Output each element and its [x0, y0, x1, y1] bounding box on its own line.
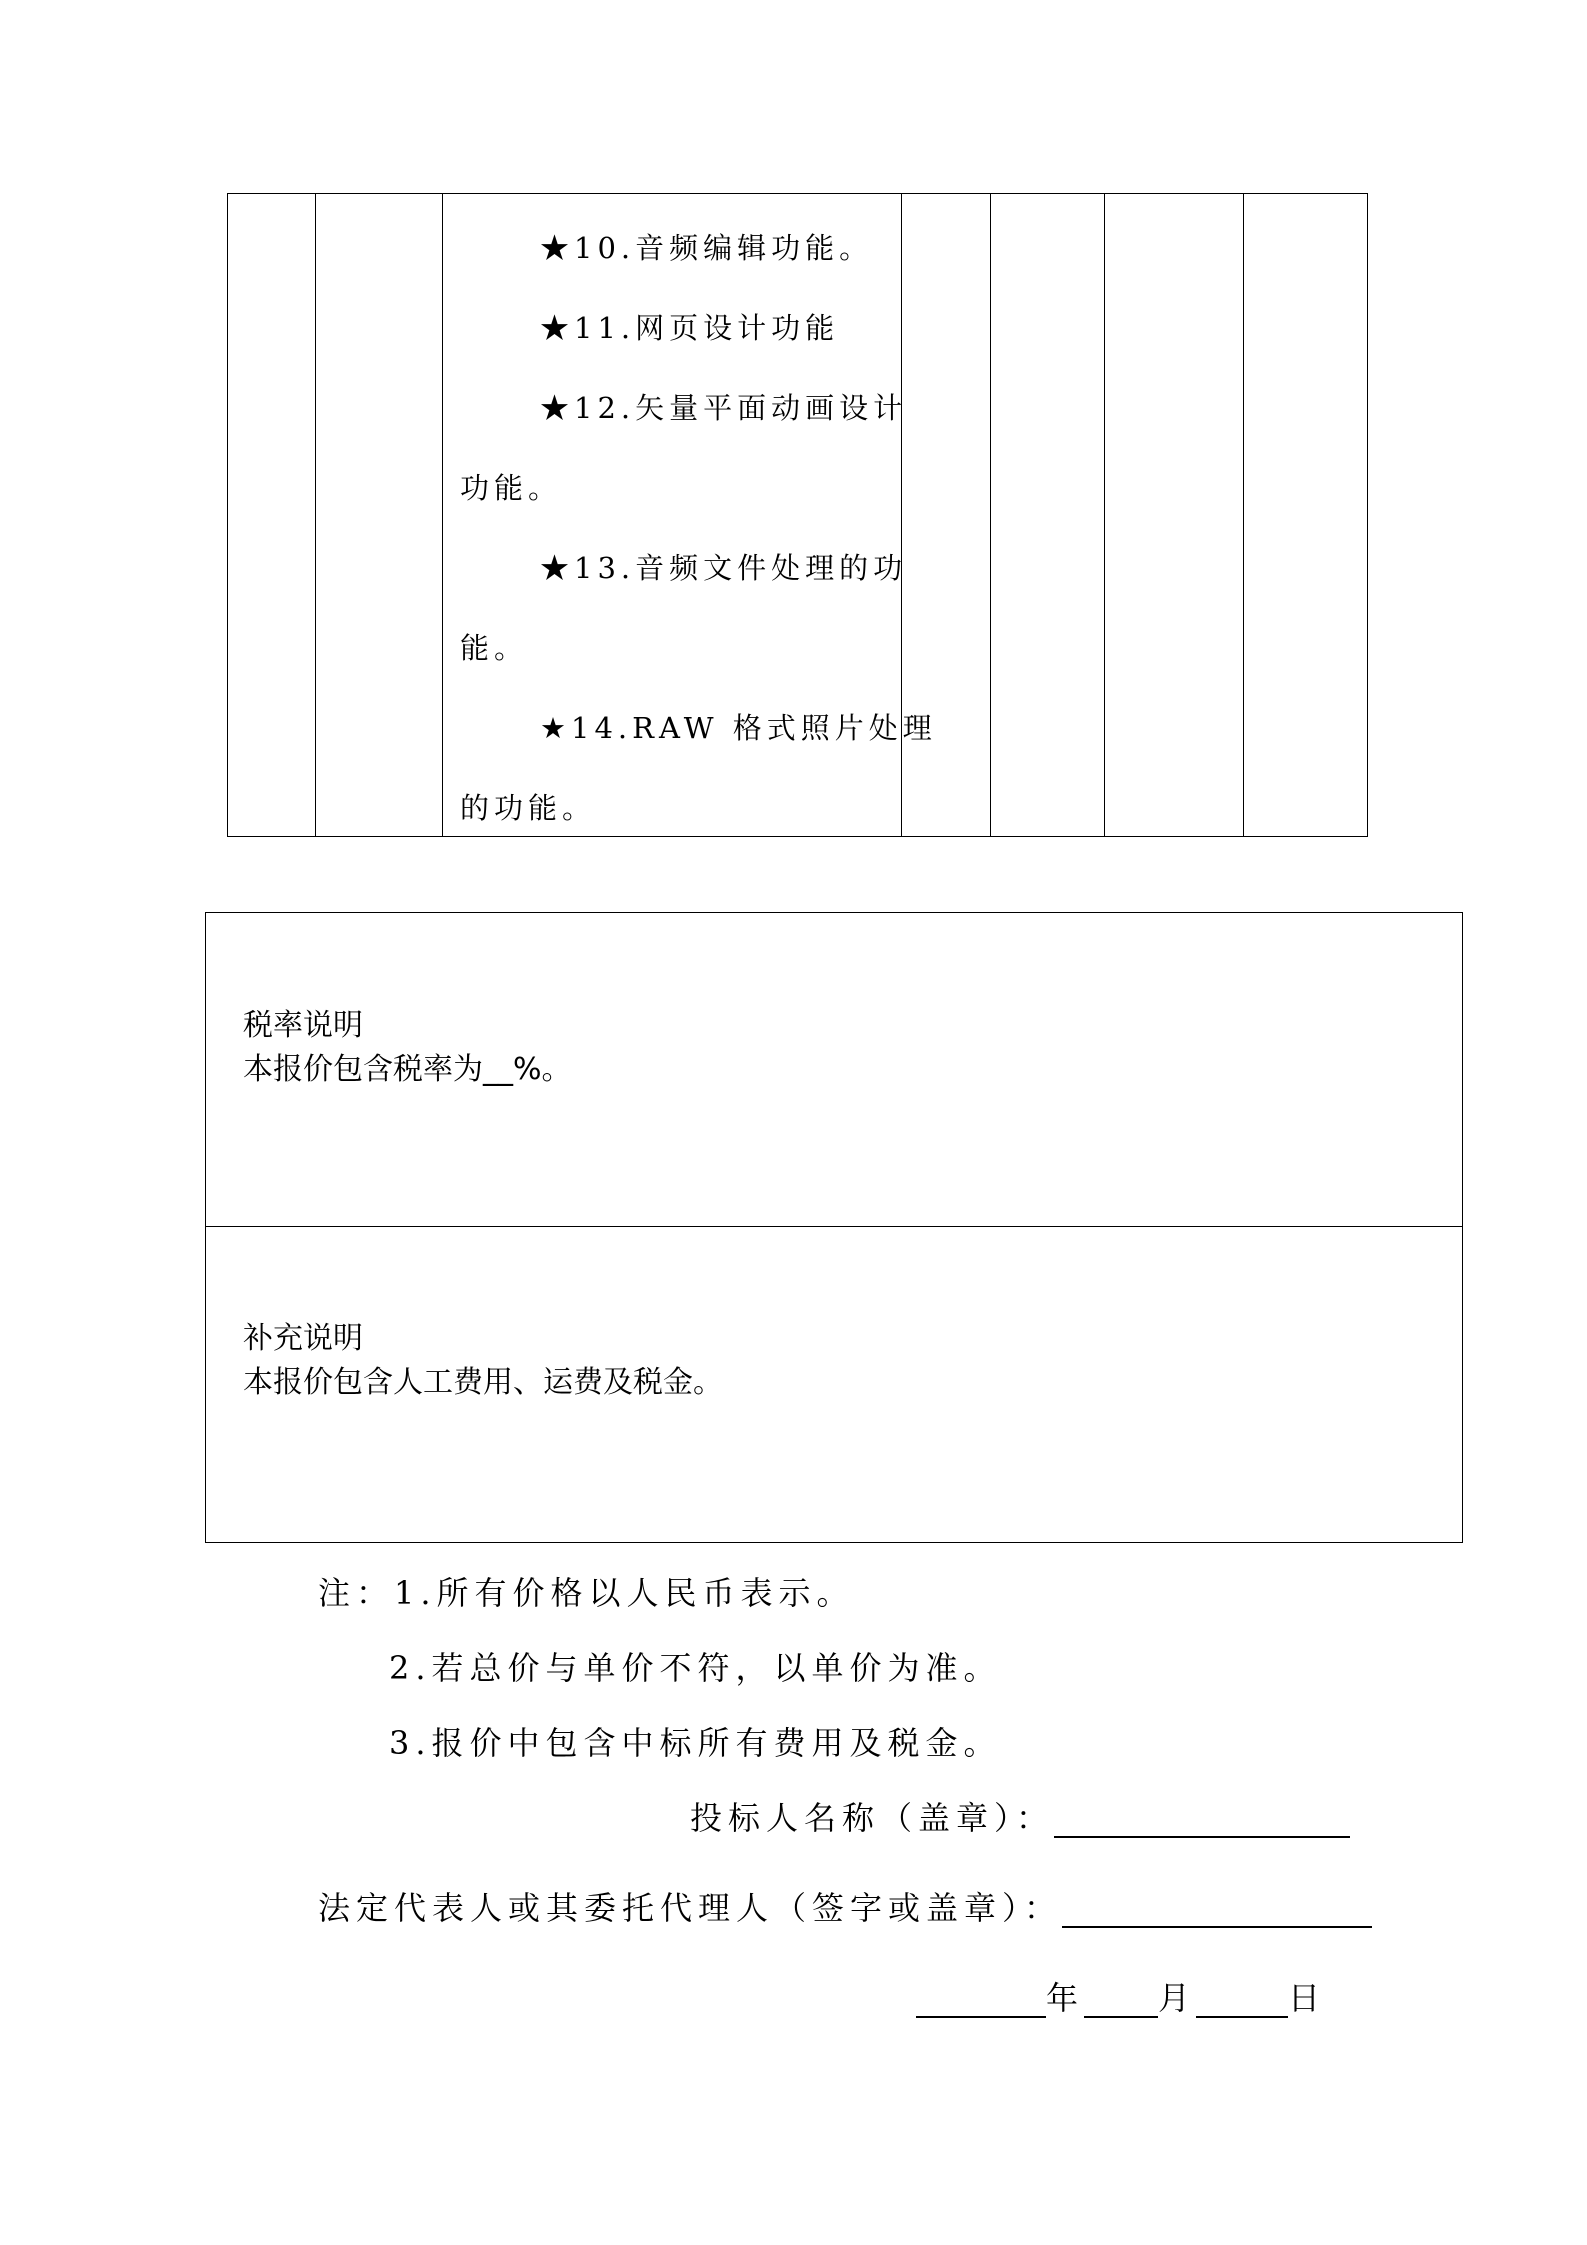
- tax-title: 税率说明: [243, 1008, 363, 1043]
- date-row: [916, 1978, 1326, 2018]
- year-blank[interactable]: [916, 1982, 1046, 2018]
- spec-line: ★11.网页设计功能: [540, 311, 840, 345]
- spec-table: [227, 193, 1368, 837]
- note-item: 1.所有价格以人民币表示。: [394, 1574, 855, 1612]
- note-item: 3.报价中包含中标所有费用及税金。: [389, 1724, 1002, 1762]
- note-item: 2.若总价与单价不符，以单价为准。: [389, 1649, 1002, 1687]
- bidder-name-blank[interactable]: [1054, 1802, 1350, 1838]
- supplement-title: 补充说明: [243, 1321, 363, 1356]
- table-cell: [991, 194, 1105, 837]
- month-label: 月: [1158, 1979, 1197, 2017]
- supplement-content: 本报价包含人工费用、运费及税金。: [243, 1365, 723, 1400]
- month-blank[interactable]: [1084, 1982, 1158, 2018]
- spec-line: 功能。: [460, 471, 563, 505]
- table-cell: [316, 194, 443, 837]
- day-label: 日: [1288, 1979, 1327, 2017]
- spec-line: ★14.RAW 格式照片处理: [540, 711, 937, 745]
- table-row: [228, 194, 1368, 837]
- spec-line: ★10.音频编辑功能。: [540, 231, 874, 265]
- spec-line: ★13.音频文件处理的功: [540, 551, 908, 585]
- tax-section: [205, 912, 1463, 1227]
- representative-signature-row: [318, 1888, 1372, 1928]
- supplement-section: [205, 1226, 1463, 1543]
- notes-first-line: [318, 1573, 855, 1613]
- representative-label: 法定代表人或其委托代理人（签字或盖章）：: [318, 1889, 1063, 1927]
- spec-line: 的功能。: [460, 791, 597, 825]
- table-cell: [1105, 194, 1244, 837]
- day-blank[interactable]: [1196, 1982, 1288, 2018]
- spec-line: 能。: [460, 631, 529, 665]
- table-cell: [1244, 194, 1368, 837]
- notes-label: 注：: [318, 1574, 395, 1612]
- year-label: 年: [1046, 1979, 1085, 2017]
- spec-line: ★12.矢量平面动画设计: [540, 391, 908, 425]
- table-cell: [228, 194, 316, 837]
- representative-blank[interactable]: [1062, 1892, 1372, 1928]
- spec-content-cell: [443, 194, 937, 837]
- bidder-label: 投标人名称（盖章）：: [690, 1799, 1055, 1837]
- bidder-signature-row: [690, 1798, 1350, 1838]
- tax-content: 本报价包含税率为__%。: [243, 1052, 572, 1087]
